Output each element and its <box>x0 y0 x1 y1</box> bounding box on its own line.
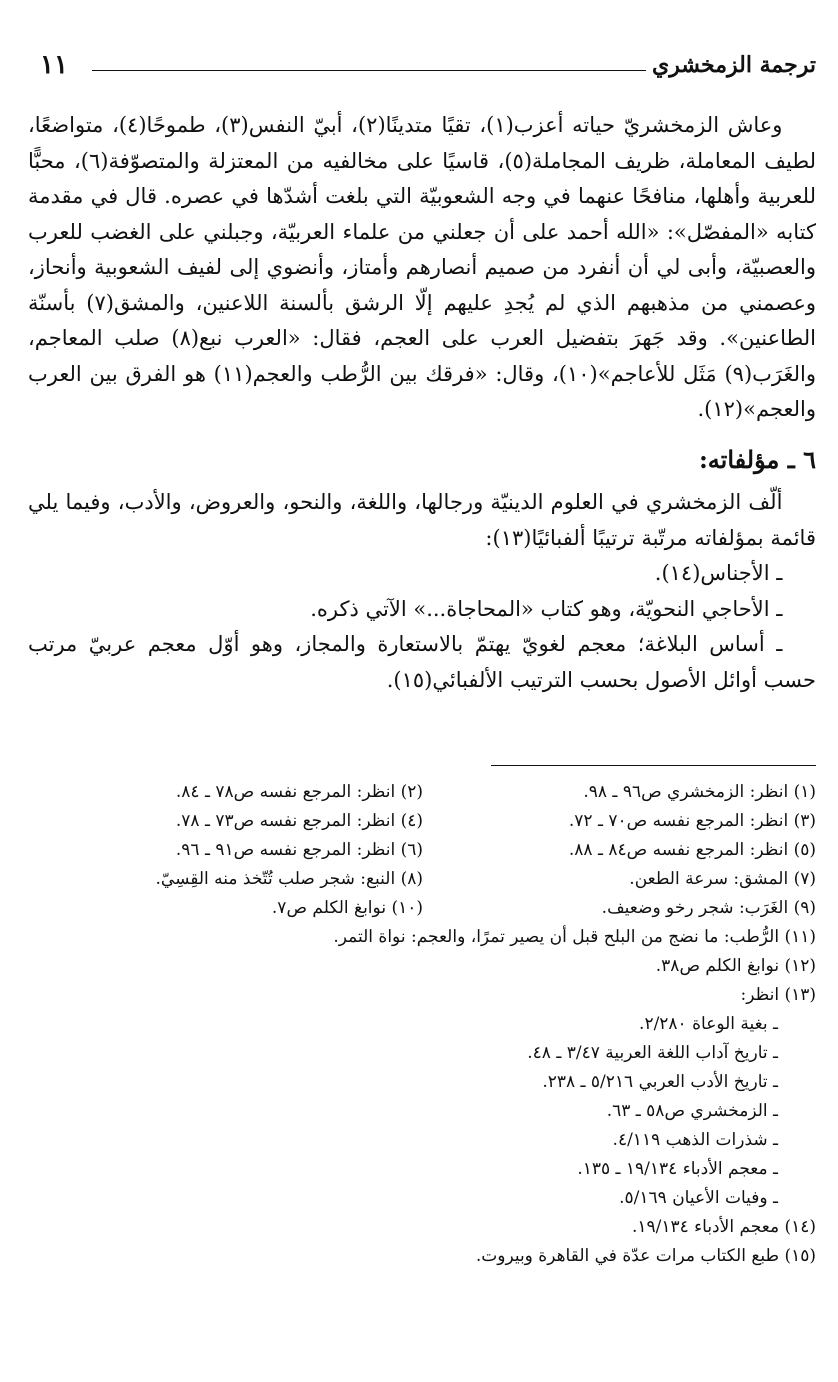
main-text <box>28 108 816 698</box>
footnotes <box>30 778 816 1271</box>
source-item: ـ تاريخ آداب اللغة العربية ٣/٤٧ ـ ٤٨. <box>527 1043 778 1063</box>
works-list-item: ـ أساس البلاغة؛ معجم لغويّ يهتمّ بالاستعارة والمجاز، وهو أوّل معجم عربيّ مرتب حسب أوائل الأصول بحسب الترتيب الألفبائي(١٥). <box>28 632 816 692</box>
footnote-row <box>30 778 816 807</box>
page-number: ١١ <box>40 50 68 80</box>
paragraph-life: وعاش الزمخشريّ حياته أعزب(١)، تقيًا متدينًا(٢)، أبيّ النفس(٣)، طموحًا(٤)، متواضعًا، لطيف المعاملة، ظريف المجاملة(٥)، قاسيًا على مخالفيه من المعتزلة والمتصوّفة(٦)، محبًّا للعربية وأهلها، منافحًا عنهما في وجه الشعوبيّة التي بلغت أشدّها في عصره. قال في مقدمة كتابه «المفصّل»: «الله أحمد على أن جعلني من علماء العربيّة، وجبلني على الغضب للعرب والعصبيّة، وأبى لي أن أنفرد من صميم أنصارهم وأمتاز، وأنضوي إلى لفيف الشعوبية وأنحاز، وعصمني من مذهبهم الذي لم يُجدِ عليهم إلّا الرشق بألسنة اللاعنين، والمشق(٧) بأسنّة الطاعنين». وقد جَهرَ بتفضيل العرب على العجم، فقال: «العرب نبع(٨) صلب المعاجم، والغَرَب(٩) مَثَل للأعاجم»(١٠)، وقال: «فرقك بين الرُّطب والعجم(١١) هو الفرق بين العرب والعجم»(١٢). <box>28 113 817 421</box>
header-rule <box>92 70 646 71</box>
footnote-row <box>30 836 816 865</box>
footnote-separator <box>491 765 816 766</box>
running-header <box>30 48 816 88</box>
footnote: (٣) انظر: المرجع نفسه ص٧٠ ـ ٧٢. <box>568 811 816 831</box>
paragraph-works-intro: ألّف الزمخشري في العلوم الدينيّة ورجالها، واللغة، والنحو، والعروض، والأدب، وفيما يلي قائمة بمؤلفاته مرتّبة ترتيبًا ألفبائيًا(١٣): <box>28 490 816 550</box>
footnote: (١٣) انظر: <box>740 985 816 1005</box>
footnote: (٨) النبع: شجر صلب تُتّخذ منه القِسِيّ. <box>155 869 423 889</box>
footnote: (١١) الرُّطب: ما نضج من البلح قبل أن يصير تمرًا، والعجم: نواة التمر. <box>333 927 816 947</box>
footnote: (٢) انظر: المرجع نفسه ص٧٨ ـ ٨٤. <box>175 782 423 802</box>
source-item: ـ بغية الوعاة ٢/٢٨٠. <box>639 1014 778 1034</box>
footnote: (١٢) نوابغ الكلم ص٣٨. <box>655 956 816 976</box>
footnote: (٤) انظر: المرجع نفسه ص٧٣ ـ ٧٨. <box>175 811 423 831</box>
footnote: (١) انظر: الزمخشري ص٩٦ ـ ٩٨. <box>583 782 816 802</box>
works-list-item: ـ الأجناس(١٤). <box>654 561 783 585</box>
footnote: (١٠) نوابغ الكلم ص٧. <box>271 898 423 918</box>
works-list-item: ـ الأحاجي النحويّة، وهو كتاب «المحاجاة...» الآتي ذكره. <box>310 596 783 621</box>
source-item: ـ معجم الأدباء ١٩/١٣٤ ـ ١٣٥. <box>577 1159 778 1179</box>
source-item: ـ تاريخ الأدب العربي ٥/٢١٦ ـ ٢٣٨. <box>542 1072 778 1092</box>
footnote: (٦) انظر: المرجع نفسه ص٩١ ـ ٩٦. <box>175 840 423 860</box>
footnote: (٩) الغَرَب: شجر رخو وضعيف. <box>601 898 816 918</box>
running-title: ترجمة الزمخشري <box>652 52 816 78</box>
footnote-row <box>30 807 816 836</box>
footnote: (١٥) طبع الكتاب مرات عدّة في القاهرة وبيروت. <box>475 1246 816 1266</box>
source-item: ـ وفيات الأعيان ٥/١٦٩. <box>619 1188 778 1208</box>
section-heading-works: ٦ ـ مؤلفاته: <box>698 444 816 474</box>
source-item: ـ شذرات الذهب ٤/١١٩. <box>612 1130 778 1150</box>
source-item: ـ الزمخشري ص٥٨ ـ ٦٣. <box>606 1101 778 1121</box>
footnote-row <box>30 894 816 923</box>
footnote: (٧) المشق: سرعة الطعن. <box>629 869 816 889</box>
footnote: (٥) انظر: المرجع نفسه ص٨٤ ـ ٨٨. <box>568 840 816 860</box>
footnote-row <box>30 865 816 894</box>
footnote: (١٤) معجم الأدباء ١٩/١٣٤. <box>631 1217 816 1237</box>
